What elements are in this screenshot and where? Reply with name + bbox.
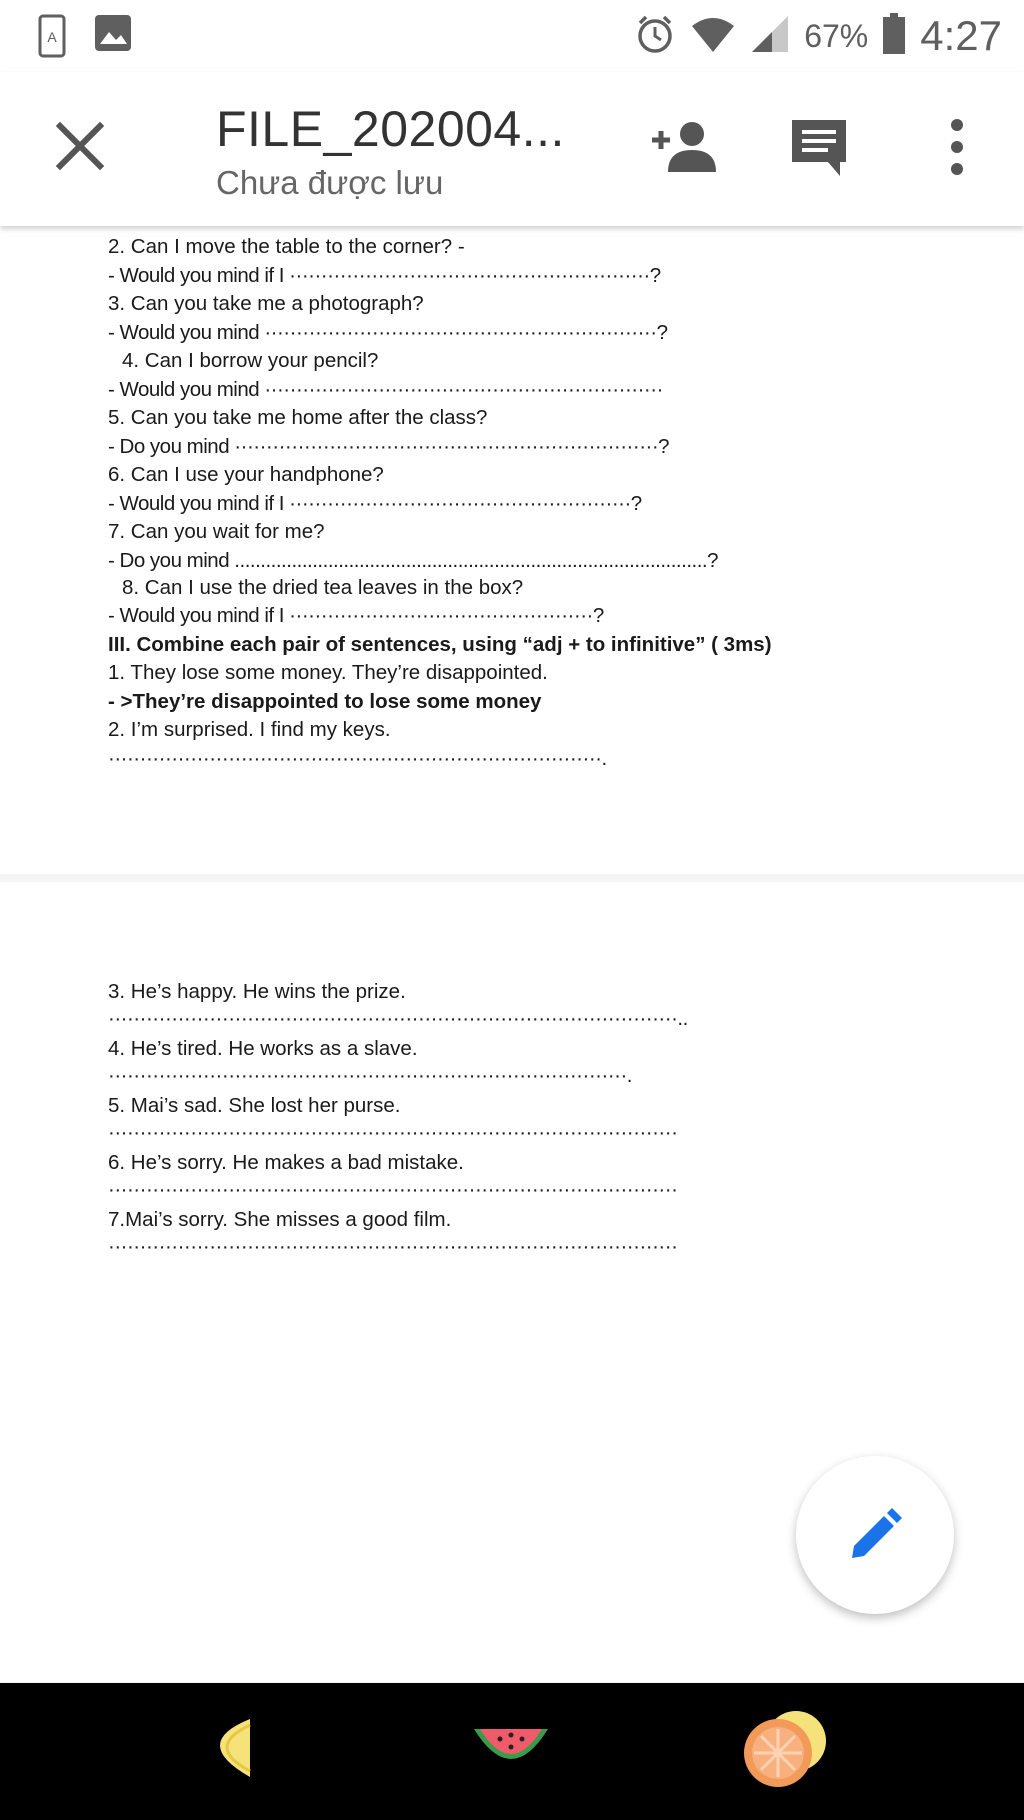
image-icon — [94, 14, 132, 63]
doc-line: 6. He’s sorry. He makes a bad mistake. — [108, 1151, 464, 1174]
doc-line: 1. They lose some money. They’re disappointed. — [108, 661, 548, 684]
file-subtitle: Chưa được lưu — [216, 164, 444, 201]
edit-pencil-icon — [846, 1506, 904, 1564]
doc-line: - Would you mind ······························································? — [108, 321, 668, 344]
doc-line: - Do you mind ...........................................................................................? — [108, 549, 718, 572]
status-bar — [0, 0, 1024, 72]
svg-text:A: A — [47, 29, 57, 45]
doc-line: 7. Can you wait for me? — [108, 520, 325, 543]
doc-line: - Would you mind if I ················································? — [108, 604, 604, 627]
doc-line: 7.Mai’s sorry. She misses a good film. — [108, 1208, 452, 1231]
doc-line: 4. Can I borrow your pencil? — [122, 349, 379, 372]
doc-line: 2. Can I move the table to the corner? - — [108, 235, 465, 258]
doc-line: 4. He’s tired. He works as a slave. — [108, 1037, 418, 1060]
doc-line: - Would you mind if I ·························································? — [108, 264, 661, 287]
add-person-button[interactable] — [648, 118, 720, 174]
example-answer: - >They’re disappointed to lose some money — [108, 690, 542, 713]
answer-blank: ··············································································. — [108, 747, 607, 770]
file-title: FILE_202004... — [216, 101, 565, 157]
doc-line: - Would you mind if I ······················································? — [108, 492, 642, 515]
doc-line: 3. He’s happy. He wins the prize. — [108, 980, 406, 1003]
doc-line: - Would you mind ······························································· — [108, 378, 663, 401]
comment-button[interactable] — [788, 116, 850, 178]
lemon-icon[interactable] — [200, 1713, 258, 1788]
answer-blank: ·························································································· — [108, 1235, 678, 1258]
signal-icon — [750, 14, 790, 59]
edit-fab-button[interactable] — [796, 1456, 954, 1614]
close-icon — [50, 116, 110, 176]
wifi-icon — [690, 14, 736, 59]
doc-line: 6. Can I use your handphone? — [108, 463, 384, 486]
more-options-button[interactable] — [944, 116, 970, 178]
answer-blank: ·························································································· — [108, 1178, 678, 1201]
section-heading: III. Combine each pair of sentences, using “adj + to infinitive” ( 3ms) — [108, 633, 772, 656]
orange-icon[interactable] — [742, 1709, 828, 1794]
doc-line: 3. Can you take me a photograph? — [108, 292, 424, 315]
doc-line: 5. Can you take me home after the class? — [108, 406, 488, 429]
navigation-bar — [0, 1683, 1024, 1820]
more-vert-icon — [944, 116, 970, 178]
clock: 4:27 — [920, 12, 1002, 59]
doc-line: 2. I’m surprised. I find my keys. — [108, 718, 391, 741]
answer-blank: ·························································································· — [108, 1121, 678, 1144]
alarm-icon — [634, 13, 676, 60]
doc-line: - Do you mind ···································································? — [108, 435, 670, 458]
comment-icon — [788, 116, 850, 178]
battery-percent: 67% — [804, 17, 869, 54]
answer-blank: ··························································································.. — [108, 1007, 688, 1030]
add-person-icon — [648, 118, 720, 174]
document-page-1 — [0, 220, 1024, 874]
app-bar — [0, 72, 1024, 226]
doc-line: 5. Mai’s sad. She lost her purse. — [108, 1094, 401, 1117]
battery-icon — [882, 13, 906, 60]
watermelon-icon[interactable] — [470, 1723, 552, 1784]
notification-a-icon — [38, 14, 66, 63]
answer-blank: ··················································································. — [108, 1064, 632, 1087]
close-button[interactable] — [50, 116, 110, 176]
doc-line: 8. Can I use the dried tea leaves in the box? — [122, 576, 524, 599]
